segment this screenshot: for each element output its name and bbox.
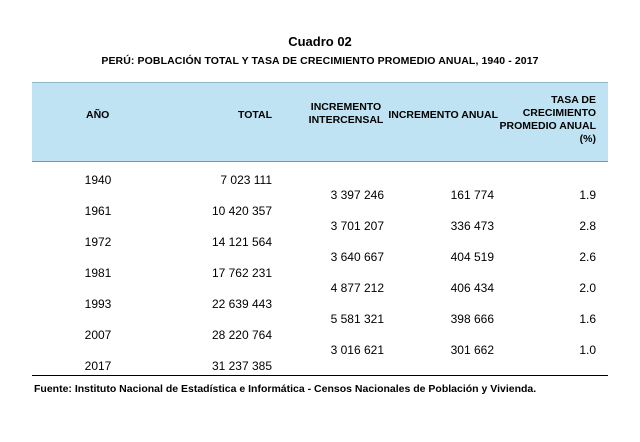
header-rate-line-2: CRECIMIENTO — [522, 107, 596, 119]
table-bottom-rule — [32, 375, 608, 376]
annual-increment-cell: 398 666 — [450, 312, 494, 326]
header-rate-line-4: (%) — [579, 133, 596, 145]
growth-rate-cell: 1.9 — [579, 188, 596, 202]
source-note: Fuente: Instituto Nacional de Estadística e Informática - Censos Nacionales de Población y Vivienda. — [34, 383, 537, 395]
table-title: Cuadro 02 — [288, 34, 352, 49]
header-growth-rate — [496, 94, 596, 146]
annual-increment-cell: 406 434 — [450, 281, 494, 295]
header-intercensal-line-1: INCREMENTO — [310, 101, 382, 113]
year-cell: 1993 — [84, 297, 112, 311]
intercensal-increment-cell: 5 581 321 — [330, 312, 384, 326]
annual-increment-cell: 404 519 — [450, 250, 494, 264]
table-subtitle: PERÚ: POBLACIÓN TOTAL Y TASA DE CRECIMIENTO PROMEDIO ANUAL, 1940 - 2017 — [101, 55, 539, 67]
population-total-cell: 17 762 231 — [211, 266, 272, 280]
year-cell: 1972 — [84, 235, 112, 249]
intercensal-increment-cell: 3 640 667 — [330, 250, 384, 264]
annual-increment-cell: 301 662 — [450, 343, 494, 357]
annual-increment-cell: 336 473 — [450, 219, 494, 233]
year-cell: 1981 — [84, 266, 112, 280]
growth-rate-cell: 1.6 — [579, 312, 596, 326]
header-intercensal-increment — [306, 101, 386, 127]
year-cell: 2007 — [84, 328, 112, 342]
header-year: AÑO — [86, 109, 110, 121]
growth-rate-cell: 1.0 — [579, 343, 596, 357]
year-cell: 1940 — [84, 173, 112, 187]
population-total-cell: 7 023 111 — [220, 173, 272, 187]
intercensal-increment-cell: 3 701 207 — [330, 219, 384, 233]
intercensal-increment-cell: 4 877 212 — [330, 281, 384, 295]
annual-increment-cell: 161 774 — [450, 188, 494, 202]
header-rate-line-1: TASA DE — [551, 94, 596, 106]
header-total: TOTAL — [237, 109, 272, 121]
population-total-cell: 22 639 443 — [211, 297, 272, 311]
year-cell: 2017 — [84, 359, 112, 373]
population-total-cell: 14 121 564 — [211, 235, 272, 249]
population-total-cell: 28 220 764 — [211, 328, 272, 342]
intercensal-increment-cell: 3 016 621 — [330, 343, 384, 357]
header-annual-increment: INCREMENTO ANUAL — [388, 109, 498, 121]
year-cell: 1961 — [84, 204, 112, 218]
header-rate-line-3: PROMEDIO ANUAL — [499, 120, 596, 132]
intercensal-increment-cell: 3 397 246 — [330, 188, 384, 202]
growth-rate-cell: 2.0 — [579, 281, 596, 295]
header-intercensal-line-2: INTERCENSAL — [308, 114, 384, 126]
population-total-cell: 10 420 357 — [211, 204, 272, 218]
population-total-cell: 31 237 385 — [211, 359, 272, 373]
growth-rate-cell: 2.6 — [579, 250, 596, 264]
growth-rate-cell: 2.8 — [579, 219, 596, 233]
